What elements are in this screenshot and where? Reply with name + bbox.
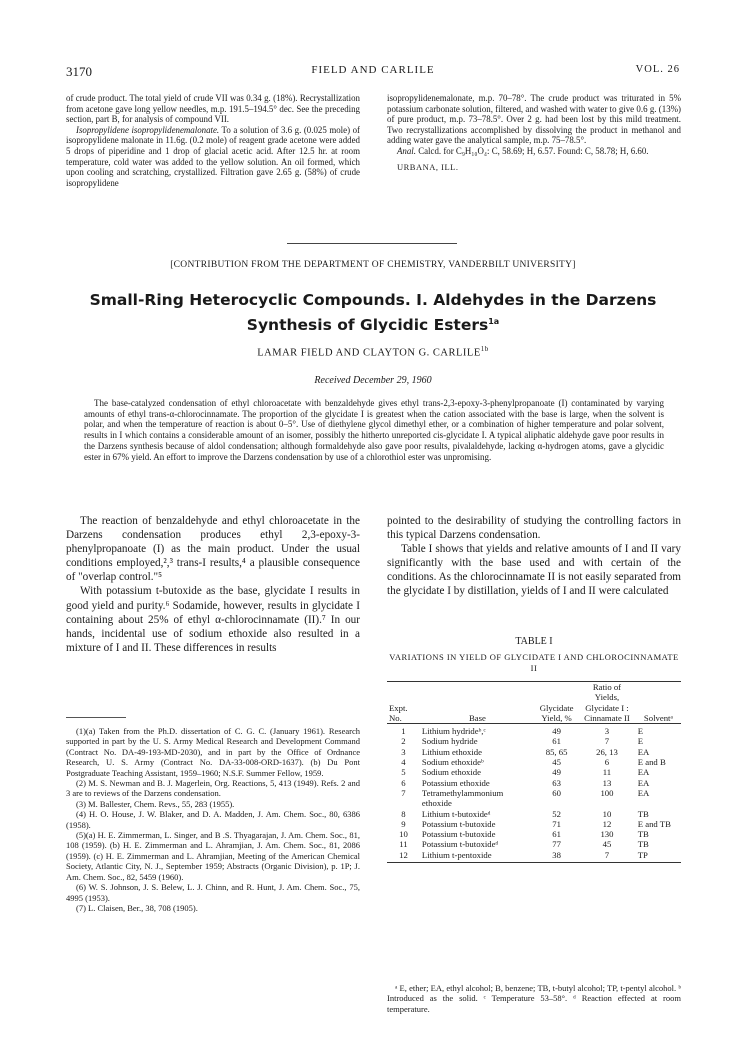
cell-expt-no: 6: [401, 777, 406, 788]
table-row: [387, 767, 681, 777]
col-base: Base: [420, 682, 535, 724]
table-row: [387, 819, 681, 829]
cell-yield: 71: [552, 818, 561, 829]
table-footnote-text: ᵃ E, ether; EA, ethyl alcohol; B, benzene; TB, t-butyl alcohol; TP, t-pentyl alcohol. ᵇ Introduced as the solid. ᶜ Temperature 53–58°. ᵈ Reaction effected at room temperature.: [387, 983, 681, 1014]
col-yield: Glycidate Yield, %: [535, 682, 578, 724]
table-subtitle: VARIATIONS IN YIELD OF GLYCIDATE I AND CHLOROCINNAMATE II: [389, 652, 679, 673]
article-title: [66, 290, 680, 336]
cell-ratio: 12: [602, 818, 612, 829]
cell-yield: 61: [552, 829, 561, 840]
col-ratio: Ratio of Yields, Glycidate I : Cinnamate II: [578, 682, 636, 724]
cell-expt-no: 2: [401, 736, 406, 747]
title-footnote-marker: 1a: [488, 317, 500, 326]
cell-base: Sodium hydride: [421, 736, 478, 747]
cell-ratio: 26, 13: [596, 746, 618, 757]
top-right-column: [387, 93, 681, 172]
cell-base: Lithium t-pentoxide: [420, 850, 535, 863]
col-expt: Expt. No.: [387, 682, 420, 724]
cell-solvent: EA: [637, 787, 650, 798]
cell-base: Lithium hydrideᵇ,ᶜ: [421, 726, 486, 737]
institution-place: URBANA, ILL.: [397, 161, 459, 172]
cell-ratio: 100: [600, 787, 614, 798]
paragraph: isopropylidenemalonate, m.p. 70–78°. The crude product was triturated in 5% potassium carbonate solution, filtered, and washed with water to give 0.6 g. (13%) of pure product, m.p. 73–78.5°. Over 2 g. had been lost by this mild treatment. Two recrystallizations accomplished by dissolving the product in methanol and adding water gave the analytical sample, m.p. 75–78.5°.: [387, 93, 681, 146]
section-divider: [287, 243, 457, 244]
cell-expt-no: 4: [401, 757, 406, 768]
cell-solvent: EA: [637, 746, 650, 757]
cell-yield: 61: [552, 736, 561, 747]
cell-expt-no: 12: [387, 850, 420, 863]
cell-ratio: 7: [578, 850, 636, 863]
cell-base: Sodium ethoxideᵇ: [421, 757, 484, 768]
author-footnote-marker: 1b: [480, 345, 489, 353]
author-line: [66, 345, 680, 359]
running-head: FIELD AND CARLILE: [311, 64, 435, 76]
cell-ratio: 7: [604, 736, 610, 747]
cell-ratio: 45: [602, 839, 612, 850]
cell-yield: 52: [552, 808, 561, 819]
cell-expt-no: 10: [399, 829, 408, 840]
table-caption: TABLE I: [515, 636, 553, 647]
cell-solvent: EA: [637, 767, 650, 778]
body-left-column: [66, 514, 360, 655]
cell-base: Potassium t-butoxide: [421, 829, 496, 840]
footnote-rule: [66, 717, 126, 718]
authors: LAMAR FIELD AND CLAYTON G. CARLILE: [257, 347, 481, 359]
title-line: [66, 311, 680, 336]
cell-base: Sodium ethoxide: [421, 767, 482, 778]
cell-yield: 49: [552, 767, 561, 778]
analysis-text: Calcd. for C₉H₁₀O₄: C, 58.69; H, 6.57. Found: C, 58.78; H, 6.60.: [415, 145, 649, 156]
cell-expt-no: 3: [401, 746, 406, 757]
cell-base: Tetramethylammonium ethoxide: [421, 787, 504, 809]
cell-expt-no: 8: [401, 808, 406, 819]
cell-base: Potassium ethoxide: [421, 777, 490, 788]
footnote: (6) W. S. Johnson, J. S. Belew, L. J. Chinn, and R. Hunt, J. Am. Chem. Soc., 75, 4995 (1953).: [66, 882, 360, 903]
cell-ratio: 13: [602, 777, 612, 788]
paragraph-text: To a solution of 3.6 g. (0.025 mole) of isopropylidene malonate in 11.6g. (0.2 mole) of reagent grade acetone were added 5 drops of piperidine and 1 drop of glacial acetic acid. After 12.5 hr. at room temperature, cold water was added to the yellow solution. An oil formed, which upon cooling and scratching, crystallized. Filtration gave 2.65 g. (58%) of crude isopropylidene: [66, 124, 360, 188]
table-row: [387, 829, 681, 839]
title-line: Small-Ring Heterocyclic Compounds. I. Aldehydes in the Darzens: [89, 291, 657, 309]
cell-ratio: 130: [600, 829, 614, 840]
cell-solvent: TP: [636, 850, 681, 863]
analysis-heading: Anal.: [397, 145, 416, 156]
cell-solvent: TB: [637, 829, 649, 840]
cell-yield: 45: [552, 757, 561, 768]
contribution-line: [CONTRIBUTION FROM THE DEPARTMENT OF CHEMISTRY, VANDERBILT UNIVERSITY]: [170, 260, 576, 270]
cell-base: Lithium t-butoxideᵈ: [421, 808, 491, 819]
cell-base: Potassium t-butoxide: [421, 818, 496, 829]
paragraph: of crude product. The total yield of crude VII was 0.34 g. (18%). Recrystallization from acetone gave long yellow needles, m.p. 191.5–194.5° dec. See the preceding section, part B, for analysis of compound VII.: [66, 93, 360, 125]
paragraph: pointed to the desirability of studying the controlling factors in this typical Darzens condensation.: [387, 515, 681, 542]
table-footnote: [387, 983, 681, 1014]
cell-expt-no: 5: [401, 767, 406, 778]
cell-solvent: E: [637, 736, 644, 747]
cell-yield: 63: [552, 777, 561, 788]
cell-yield: 85, 65: [545, 746, 568, 757]
table-row: [387, 736, 681, 746]
table-row: [387, 724, 681, 737]
cell-ratio: 3: [604, 726, 610, 737]
footnote: (2) M. S. Newman and B. J. Magerlein, Org. Reactions, 5, 413 (1949). Refs. 2 and 3 are to reviews of the Darzens condensation.: [66, 778, 360, 799]
cell-solvent: E and TB: [637, 818, 671, 829]
footnote: (7) L. Claisen, Ber., 38, 708 (1905).: [76, 902, 198, 913]
cell-yield: 38: [535, 850, 578, 863]
top-left-column: [66, 93, 360, 188]
cell-base: Potassium t-butoxideᵈ: [421, 839, 499, 850]
footnotes: [66, 726, 360, 913]
table-row: [387, 850, 681, 863]
cell-expt-no: 1: [401, 726, 406, 737]
paragraph: [66, 125, 360, 189]
cell-yield: 49: [552, 726, 561, 737]
cell-ratio: 10: [602, 808, 612, 819]
cell-yield: 60: [552, 787, 561, 798]
footnote: (4) H. O. House, J. W. Blaker, and D. A. Madden, J. Am. Chem. Soc., 80, 6386 (1958).: [66, 809, 360, 830]
table-row: [387, 757, 681, 767]
results-table: [387, 681, 681, 863]
body-right-column: [387, 514, 681, 599]
cell-base: Lithium ethoxide: [421, 746, 482, 757]
cell-ratio: 11: [602, 767, 612, 778]
abstract: [84, 398, 664, 462]
table-row: [387, 747, 681, 757]
cell-solvent: E: [637, 726, 644, 737]
cell-solvent: TB: [637, 839, 649, 850]
cell-expt-no: 11: [399, 839, 408, 850]
footnote: (3) M. Ballester, Chem. Revs., 55, 283 (1955).: [76, 798, 235, 809]
title-line-text: Synthesis of Glycidic Esters: [246, 316, 489, 335]
col-solvent: Solventᵃ: [636, 682, 681, 724]
run-in-heading: Isopropylidene isopropylidenemalonate.: [76, 124, 220, 135]
running-header: [66, 64, 680, 78]
table-row: [387, 778, 681, 788]
paragraph: Table I shows that yields and relative amounts of I and II vary significantly with the base used and with certain of the conditions. As the chlorocinnamate II is not easily separated from the glycidate I by distillation, yields of I and II were calculated: [387, 543, 681, 598]
footnote: (5)(a) H. E. Zimmerman, L. Singer, and B .S. Thyagarajan, J. Am. Chem. Soc., 81, 108 (1959). (b) H. E. Zimmerman and L. Ahramjian, J. Am. Chem. Soc., 81, 2086 (1959). (c) H. E. Zimmerman and L. Ahramjian, Meeting of the American Chemical Society, Atlantic City, N. J., September 1959; Abstracts (Organic Division), p. 1P; J. Am. Chem. Soc., 82, 5459 (1960).: [66, 830, 360, 882]
cell-solvent: TB: [637, 808, 649, 819]
cell-solvent: E and B: [637, 757, 666, 768]
volume-label: VOL. 26: [635, 64, 680, 75]
table-row: [387, 839, 681, 849]
table-header-row: [387, 682, 681, 724]
cell-ratio: 6: [604, 757, 610, 768]
received-date: Received December 29, 1960: [314, 375, 432, 386]
table-row: [387, 788, 681, 809]
footnote: (1)(a) Taken from the Ph.D. dissertation of C. G. C. (January 1961). Research supported in part by the U. S. Army Medical Research and Development Command (Contract No. DA-49-193-MD-2030), and in part by the Office of Ordnance Research, U. S. Army (Contract No. DA-33-008-ORD-1637). (b) Du Pont Postgraduate Teaching Assistant, 1959–1960; N.S.F. Summer Fellow, 1959.: [66, 726, 360, 778]
table-row: [387, 809, 681, 819]
cell-yield: 77: [552, 839, 561, 850]
paragraph: The reaction of benzaldehyde and ethyl chloroacetate in the Darzens condensation produces ethyl 2,3-epoxy-3-phenylpropanoate (I) as the main product. Under the usual conditions employed,²,³ trans-I results,⁴ a plausible consequence of "overlap control."⁵: [66, 515, 360, 584]
cell-solvent: EA: [637, 777, 650, 788]
paragraph: With potassium t-butoxide as the base, glycidate I results in good yield and purity.⁶ Sodamide, however, results in glycidate I containing about 25% of ethyl α-chlorocinnamate (II).⁷ In our hands, incidental use of sodium ethoxide also resulted in a mixture of I and II. These differences in results: [66, 585, 360, 654]
analysis-paragraph: [387, 146, 681, 157]
page-number: 3170: [66, 64, 92, 79]
cell-expt-no: 9: [401, 818, 406, 829]
cell-expt-no: 7: [401, 787, 406, 798]
abstract-text: The base-catalyzed condensation of ethyl chloroacetate with benzaldehyde gives ethyl trans-2,3-epoxy-3-phenylpropanoate (I) contaminated by varying amounts of ethyl trans-α-chlorocinnamate. The proportion of the glycidate I is greatest when the cation associated with the base is large, when the solvent is polar, and when the temperature of reaction is about 0–5°. Use of diethylene glycol dimethyl ether, or a combination of higher temperature and polar solvent, results in I which contains a considerable amount of an isomer, possibly the hitherto unreported cis-glycidate I. A typical aliphatic aldehyde gave poor results in the Darzens synthesis because of aldol condensation; although formaldehyde also gave poor results, pivalaldehyde, lacking α-hydrogen atoms, gave a glycidic ester in 67% yield. An effort to improve the Darzens condensation by use of a chlorothiol ester was unpromising.: [84, 398, 664, 462]
